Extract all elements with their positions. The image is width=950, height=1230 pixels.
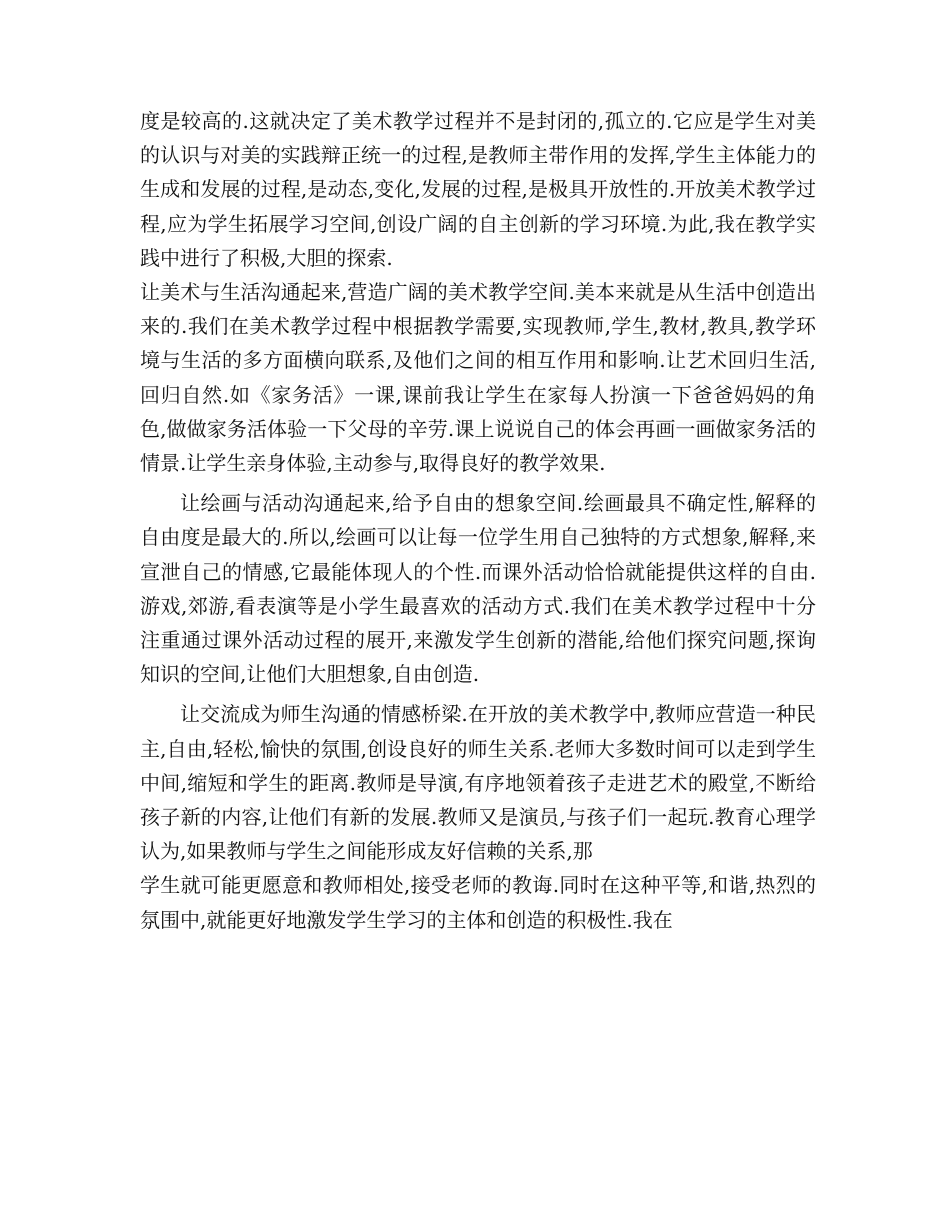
document-body [140,104,816,937]
paragraph-1: 度是较高的.这就决定了美术教学过程并不是封闭的,孤立的.它应是学生对美的认识与对美的实践辩正统一的过程,是教师主带作用的发挥,学生主体能力的生成和发展的过程,是动态,变化,发展的过程,是极具开放性的.开放美术教学过程,应为学生拓展学习空间,创设广阔的自主创新的学习环境.为此,我在教学实践中进行了积极,大胆的探索. [140,109,816,270]
paragraph-5: 学生就可能更愿意和教师相处,接受老师的教诲.同时在这种平等,和谐,热烈的氛围中,就能更好地激发学生学习的主体和创造的积极性.我在 [140,873,816,932]
paragraph-4: 让交流成为师生沟通的情感桥梁.在开放的美术教学中,教师应营造一种民主,自由,轻松,愉快的氛围,创设良好的师生关系.老师大多数时间可以走到学生中间,缩短和学生的距离.教师是导演,有序地领着孩子走进艺术的殿堂,不断给孩子新的内容,让他们有新的发展.教师又是演员,与孩子们一起玩.教育心理学认为,如果教师与学生之间能形成友好信赖的关系,那 [140,702,816,864]
paragraph-3: 让绘画与活动沟通起来,给予自由的想象空间.绘画最具不确定性,解释的自由度是最大的.所以,绘画可以让每一位学生用自己独特的方式想象,解释,来宣泄自己的情感,它最能体现人的个性.而课外活动恰恰就能提供这样的自由.游戏,郊游,看表演等是小学生最喜欢的活动方式.我们在美术教学过程中十分注重通过课外活动过程的展开,来激发学生创新的潜能,给他们探究问题,探询知识的空间,让他们大胆想象,自由创造. [140,491,816,687]
paragraph-2: 让美术与生活沟通起来,营造广阔的美术教学空间.美本来就是从生活中创造出来的.我们在美术教学过程中根据教学需要,实现教师,学生,教材,教具,教学环境与生活的多方面横向联系,及他们之间的相互作用和影响.让艺术回归生活,回归自然.如《家务活》一课,课前我让学生在家每人扮演一下爸爸妈妈的角色,做做家务活体验一下父母的辛劳.课上说说自己的体会再画一画做家务活的情景.让学生亲身体验,主动参与,取得良好的教学效果. [140,280,816,476]
